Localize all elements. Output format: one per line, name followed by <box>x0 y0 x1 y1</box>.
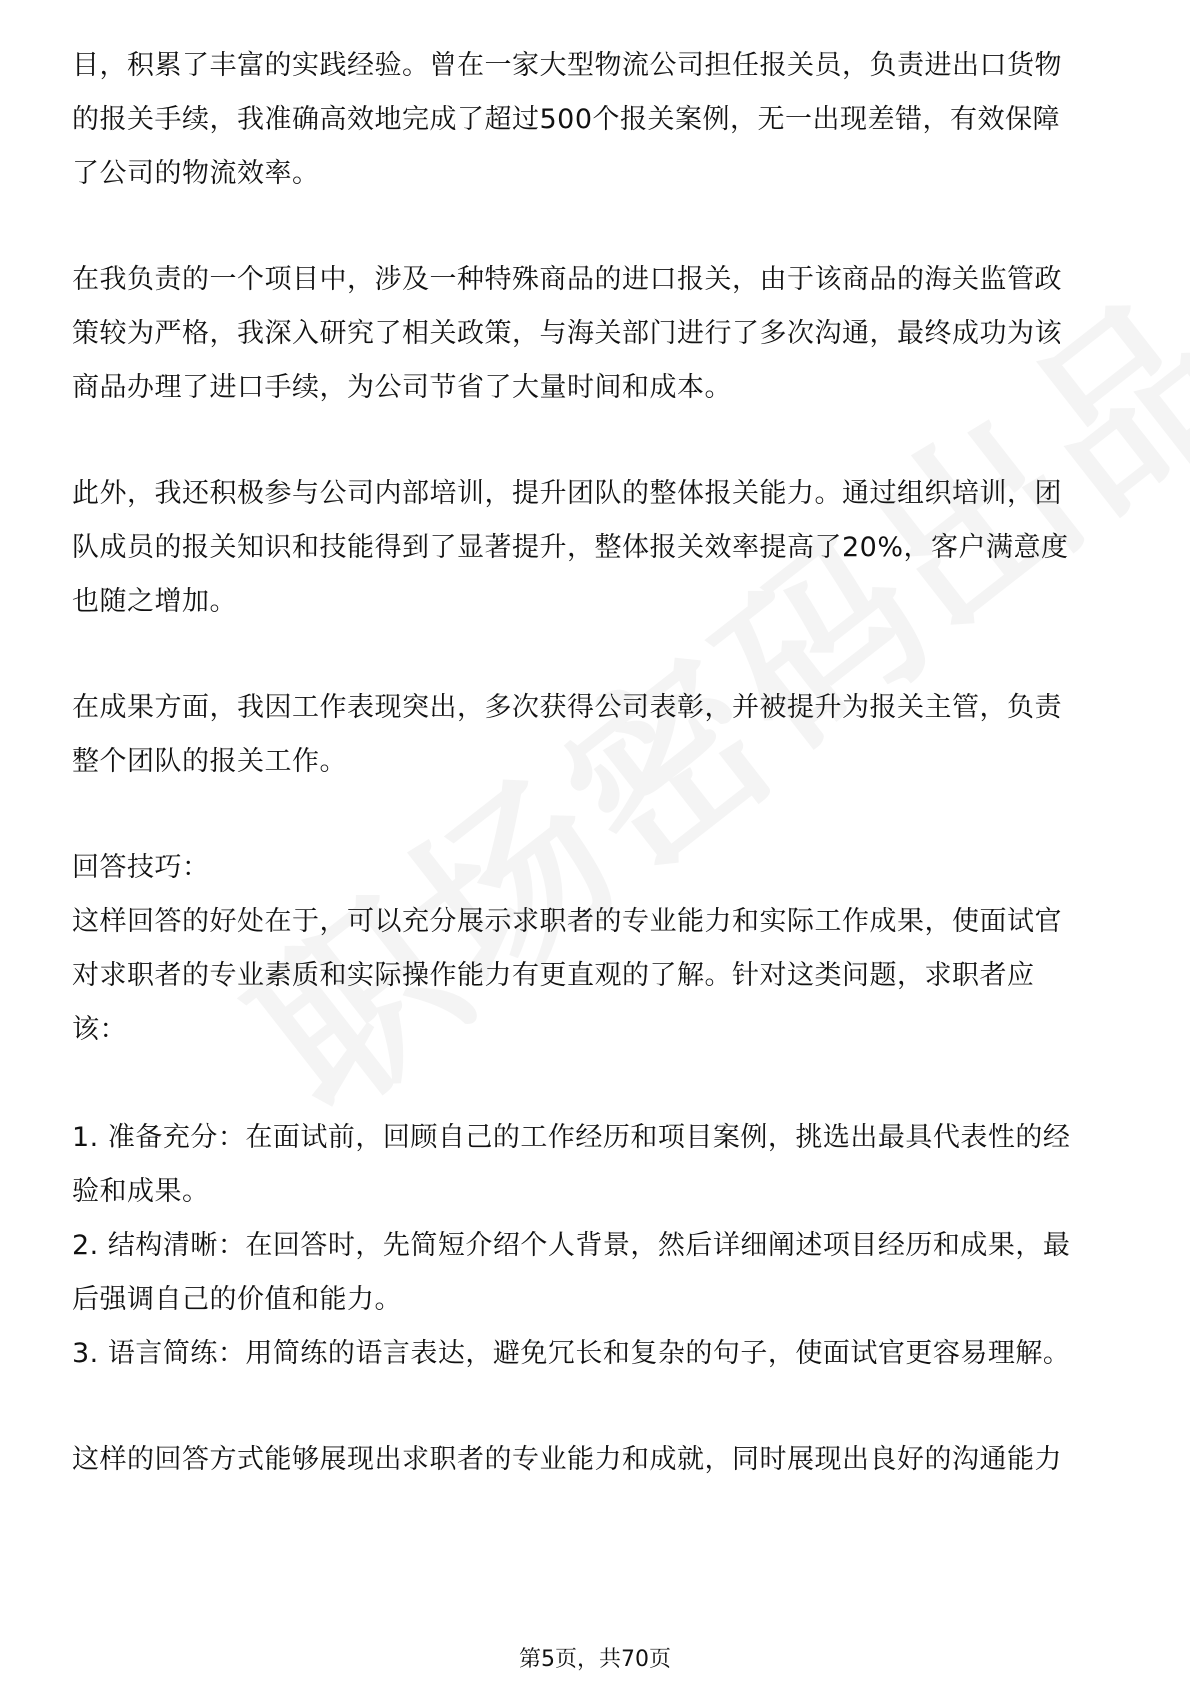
paragraph-line: 策较为严格，我深入研究了相关政策，与海关部门进行了多次沟通，最终成功为该 <box>72 318 1062 349</box>
tips-heading: 回答技巧： <box>72 852 210 883</box>
paragraph-line: 目，积累了丰富的实践经验。曾在一家大型物流公司担任报关员，负责进出口货物 <box>72 50 1062 81</box>
paragraph-line: 商品办理了进口手续，为公司节省了大量时间和成本。 <box>72 372 732 403</box>
paragraph-line: 这样回答的好处在于，可以充分展示求职者的专业能力和实际工作成果，使面试官 <box>72 906 1062 937</box>
paragraph-line: 在我负责的一个项目中，涉及一种特殊商品的进口报关，由于该商品的海关监管政 <box>72 264 1062 295</box>
paragraph-line: 此外，我还积极参与公司内部培训，提升团队的整体报关能力。通过组织培训，团 <box>72 478 1062 509</box>
paragraph-line: 了公司的物流效率。 <box>72 158 320 189</box>
paragraph-line: 也随之增加。 <box>72 586 237 617</box>
list-item: 3. 语言简练：用简练的语言表达，避免冗长和复杂的句子，使面试官更容易理解。 <box>72 1338 1071 1369</box>
paragraph-line: 整个团队的报关工作。 <box>72 746 347 777</box>
paragraph-line: 队成员的报关知识和技能得到了显著提升，整体报关效率提高了20%，客户满意度 <box>72 532 1069 563</box>
page-number: 第5页，共70页 <box>519 1647 671 1672</box>
paragraph-line: 的报关手续，我准确高效地完成了超过500个报关案例，无一出现差错，有效保障 <box>72 104 1061 135</box>
list-item: 后强调自己的价值和能力。 <box>72 1284 402 1315</box>
list-item: 1. 准备充分：在面试前，回顾自己的工作经历和项目案例，挑选出最具代表性的经 <box>72 1122 1071 1153</box>
list-item: 验和成果。 <box>72 1176 210 1207</box>
paragraph-line: 该： <box>72 1014 127 1045</box>
paragraph-line: 对求职者的专业素质和实际操作能力有更直观的了解。针对这类问题，求职者应 <box>72 960 1035 991</box>
list-item: 2. 结构清晰：在回答时，先简短介绍个人背景，然后详细阐述项目经历和成果，最 <box>72 1230 1071 1261</box>
paragraph-line: 这样的回答方式能够展现出求职者的专业能力和成就，同时展现出良好的沟通能力 <box>72 1444 1062 1475</box>
paragraph-line: 在成果方面，我因工作表现突出，多次获得公司表彰，并被提升为报关主管，负责 <box>72 692 1062 723</box>
